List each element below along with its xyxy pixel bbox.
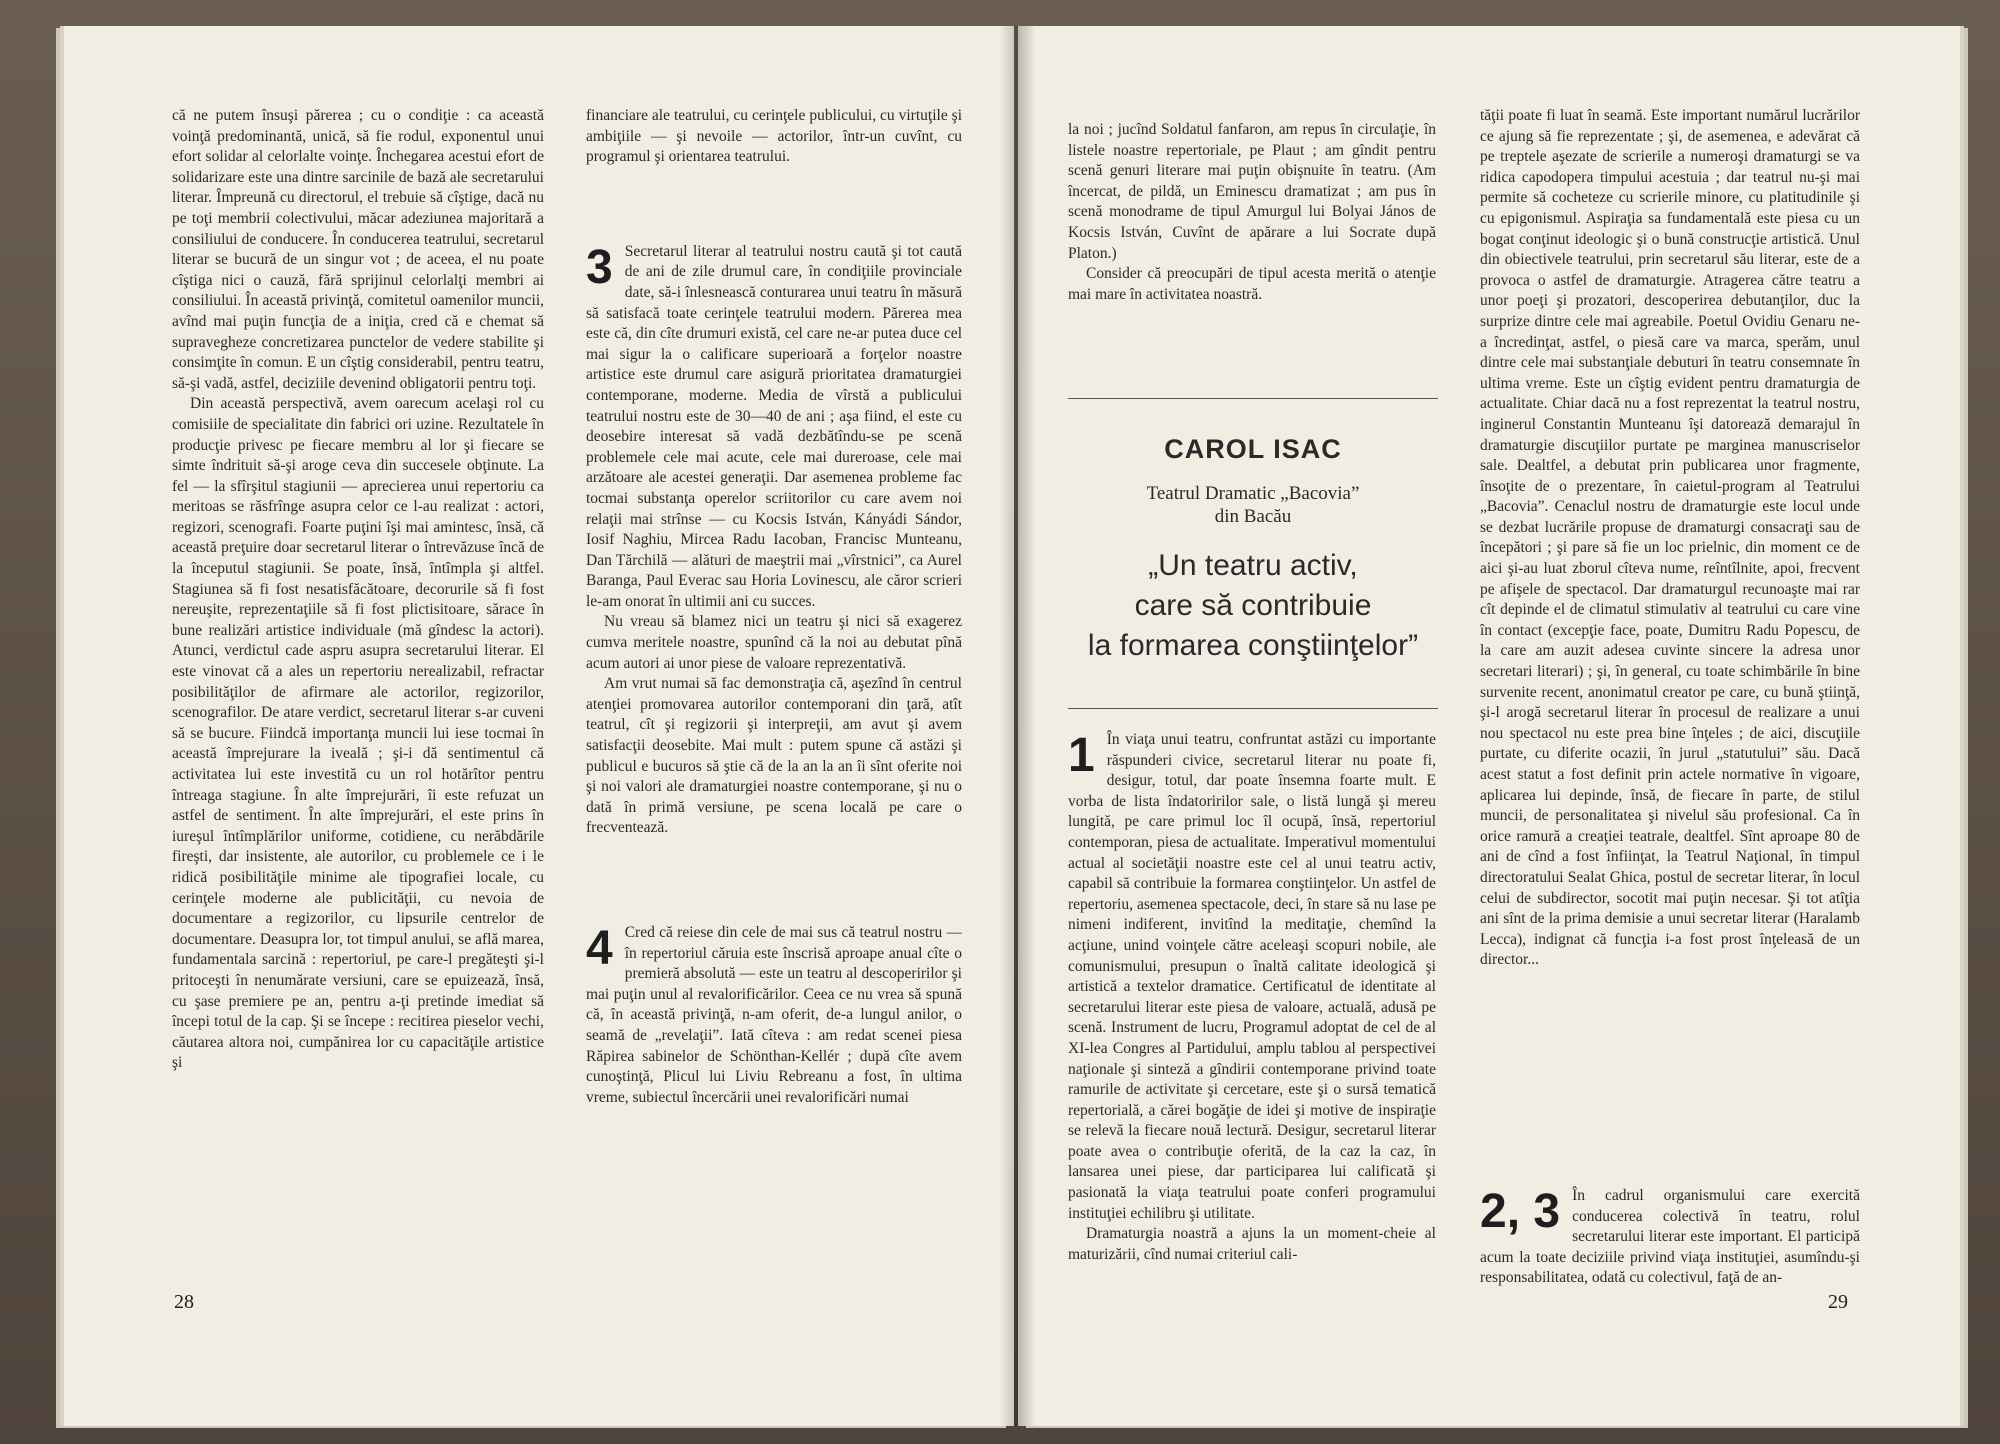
paragraph: Cred că reiese din cele de mai sus că teatrul nostru — în repertoriul căruia este înscrisă aproape anual cîte o premieră absolută — este un teatru al descoperirilor şi mai puţin unul al revalorificărilor. Ceea ce nu vrea să spună că, în această privinţă, n-am oferit, de-a lungul anilor, o seamă de „revelaţii”. Iată cîteva : am redat scenei piesa Răpirea sabinelor de Schönthan-Kellér ; după cîte avem cunoştinţă, Plicul lui Liviu Rebreanu a fost, în ultima vreme, subiectul încercării unei revalorificări numai — [586, 924, 962, 1106]
left-column-1 — [172, 106, 544, 1306]
paragraph: Din această perspectivă, avem oarecum acelaşi rol cu comisiile de specialitate din fabrici ori uzine. Rezultatele în producţie privesc pe fiecare membru al lor şi fiecare se simte îndrituit să-şi aroge ceva din succesele obţinute. La fel — la sfîrşitul stagiunii — aprecierea unui repertoriu ca meritoas se răsfrînge asupra celor ce l-au realizat : actori, regizori, scenografi. Foarte puţini îşi mai amintesc, însă, că această preţuire doar secretarul literar o întrevăzuse încă de la începutul stagiunii. Se poate, însă, întîmpla şi altfel. Stagiunea să fi fost nesatisfăcătoare, decorurile să fi fost nereuşite, reprezentaţiile să fi fost plictisitoare, sărace în bune realizări artistice individuale (mă gîndesc la actori). Atunci, verdictul cade aspru asupra secretarului literar. El este vinovat că a ales un repertoriu nerealizabil, refractar posibilităţilor de afirmare ale actorilor, regizorilor, scenografilor. De atare verdict, secretarul literar s-ar cuveni să se bucure. Fiindcă importanţa muncii lui iese tocmai în această împrejurare la iveală ; şi-i dă sentimentul că activitatea lui este investită cu un rol hotărîtor pentru întreaga stagiune. În alte împrejurări, îi este refuzat un astfel de sentiment. În alte împrejurări, el este prins în iureşul întîmplărilor uniforme, cotidiene, cu nerăbdările fireşti, dar insistente, ale autorilor, cu problemele ce i le ridică posibilităţile minime ale tipografiei locale, cu cerinţele moderne ale publicităţii, cu nevoia de documentare a regizorilor, cu lipsurile centrelor de documentare. Deasupra lor, tot timpul anului, se află marea, fundamentala sarcină : repertoriul, pe care-l pregăteşti şi-l pritoceşti în nenumărate versiuni, care se epuizează, însă, cu şase premiere pe an, pentru a-ţi pretinde imediat să începi totul de la cap. Şi se începe : recitirea pieselor vechi, căutarea altora noi, cumpănirea lor cu capacităţile artistice şi — [172, 395, 544, 1072]
article-title-line-2: care să contribuie — [1134, 589, 1372, 622]
section-number: 1 — [1068, 730, 1095, 782]
left-page — [64, 26, 1014, 1426]
article-title-line-1: „Un teatru activ, — [1148, 549, 1358, 582]
page-number: 28 — [174, 1291, 194, 1313]
divider — [1068, 708, 1438, 709]
paragraph: În cadrul organismului care exercită conducerea colectivă în teatru, rolul secretarului literar este important. El participă acum la toate deciziile privind viaţa instituţiei, asumîndu-şi responsabilitatea, odată cu colectivul, faţă de an- — [1480, 1187, 1860, 1287]
paragraph: financiare ale teatrului, cu cerinţele publicului, cu virtuţile şi ambiţiile — şi nevoile — actorilor, într-un cuvînt, cu programul şi orientarea teatrului. — [586, 107, 962, 166]
paragraph: Am vrut numai să fac demonstraţia că, aşezînd în centrul atenţiei promovarea autorilor contemporani din ţară, atît teatrul, cît şi regizorii şi interpreţii, am avut şi avem satisfacţii deosebite. Mai mult : putem spune că astăzi şi publicul e bucuros să ştie că de la an la an îi sînt oferite noi şi noi valori ale dramaturgiei noastre contemporane, şi nu o dată în primă versiune, pe scena locală pe care o frecventează. — [586, 675, 962, 837]
section-number: 3 — [586, 240, 613, 294]
author-name: CAROL ISAC — [1164, 434, 1342, 464]
right-column-1-intro — [1068, 120, 1436, 360]
paragraph: Secretarul literar al teatrului nostru caută şi tot caută de ani de zile drumul care, în condiţiile provinciale date, să-i înlesnească conturarea unui teatru în măsură să satisfacă toate cerinţele teatrului modern. Părerea mea este că, din cîte drumuri există, cel care ne-ar putea duce cel mai sigur la o calificare superioară a forţelor noastre artistice este drumul care asigură prioritatea dramaturgiei contemporane, moderne. Media de vîrstă a publicului teatrului nostru este de 30—40 de ani ; aşa fiind, el este cu deosebire interesat să vadă dezbătîndu-se pe scenă problemele cele mai acute, cele mai dureroase, cele mai arzătoare ale acestei generaţii. Dar asemenea probleme fac tocmai substanţa operelor scriitorilor cu care avem noi relaţii mai strînse — cu Kocsis István, Kányádi Sándor, Iosif Naghiu, Mircea Radu Iacoban, Francisc Munteanu, Dan Tărchilă — alături de maeştrii mai „vîrstnici”, ca Aurel Baranga, Paul Everac sau Horia Lovinescu, ale căror scrieri le-am onorat în ultimii ani cu succes. — [586, 242, 962, 610]
paragraph: Dramaturgia noastră a ajuns la un moment-cheie al maturizării, cînd numai criteriul cali- — [1068, 1225, 1436, 1263]
section-2-3 — [1480, 1186, 1860, 1310]
section-number: 4 — [586, 922, 613, 975]
page-number: 29 — [1828, 1291, 1848, 1313]
theatre-line-1: Teatrul Dramatic „Bacovia” — [1146, 483, 1360, 504]
article-title-line-3: la formarea conştiinţelor” — [1087, 629, 1419, 662]
left-column-2 — [586, 106, 962, 1311]
paragraph: tăţii poate fi luat în seamă. Este important numărul lucrărilor ce ajung să fie reprezentate ; şi, de asemenea, e adevărat că pe treptele aşezate de scrierile a numeroşi dramaturgi se va ridica capodopera timpului acestuia ; dar teatrul nu-şi mai permite să cocheteze cu scrierile minore, cu platitudinile şi cu epigonismul. Aspiraţia sa fundamentală este piesa cu un bogat conţinut ideologic şi o bună construcţie artistică. Unul din obiectivele teatrului, prin secretarul său literar, este de a provoca o astfel de dramaturgie. Atragerea către teatru a unor poeţi şi prozatori, descoperirea debutanţilor, duc la surprize dintre cele mai agreabile. Poetul Ovidiu Genaru ne-a încredinţat, astfel, o piesă care va marca, sperăm, unul dintre cele mai substanţiale debuturi în teatru consemnate în ultima vreme. Este un cîştig evident pentru dramaturgia de actualitate. Chiar dacă nu a fost reprezentat la teatrul nostru, inginerul Constantin Munteanu îşi datorează demarajul în dramaturgie discuţiilor purtate pe marginea manuscriselor sale. Dealtfel, a debutat prin publicarea unor fragmente, însoţite de o prezentare, în caietul-program al Teatrului „Bacovia”. Cenaclul nostru de dramaturgie este locul unde se dezbat lucrările propuse de dramaturgi consacraţi sau de începători ; şi pare să fie un loc prielnic, din moment ce de aici şi-au luat zborul cîteva nume, reîntîlnite, apoi, frecvent pe afişele de spectacol. Dar dramaturgul recunoaşte mai rar cît depinde el de climatul stimulativ al teatrului cu care vine în contact (excepţie face, poate, Dumitru Radu Popescu, de la care am auzit adesea cuvinte sincere la adresa unor secretari literari) ; şi, în general, cu toate schimbările în bine survenite recent, anonimatul creator pe care, cu bună ştiinţă, şi-l arogă secretarul literar în procesul de realizare a unui nou spectacol nu este prea bine înţeles ; de aici, discuţiile purtate, cu diferite ocazii, în jurul „statutului” său. Dacă acest statut a fost definit prin actele normative în vigoare, aplicarea lui depinde, însă, de fiecare în parte, de stilul muncii, de personalitatea şi nivelul său profesional. Ca în orice ramură a creaţiei teatrale, dealtfel. Sînt aproape 80 de ani de cînd a fost înfiinţat, la Teatrul Naţional, în timpul directoratului Sealat Ghica, postul de secretar literar, în locul celui de subdirector, socotit mai puţin necesar. Şi tot atîţia ani sînt de la prima demisie a unui secretar literar (Haralamb Lecca), indignat că funcţia i-a fost prost înţeleasă de un director... — [1480, 107, 1860, 969]
paragraph: Nu vreau să blamez nici un teatru şi nici să exagerez cumva meritele noastre, spunînd că la noi au debutat pînă acum autori ai unor piese de valoare reprezentativă. — [586, 613, 962, 672]
section-3 — [586, 242, 962, 839]
article-header — [1068, 398, 1438, 718]
paragraph: că ne putem însuşi părerea ; cu o condiţie : ca această voinţă predominantă, unică, să fie rodul, exponentul unui efort solidar al celorlalte voinţe. Închegarea acestui efort de solidarizare este una dintre sarcinile de bază ale secretarului literar. Împreună cu directorul, el trebuie să cîştige, dacă nu pe toţi membrii colectivului, măcar adeziunea majoritară a consiliului de conducere. În conducerea teatrului, secretarul literar se bucură de un singur vot ; de aceea, el nu poate cîştiga nici o cauză, fără sprijinul celorlalţi membri ai consiliului. În această privinţă, comitetul oamenilor muncii, avînd mai puţin funcţia de a iniţia, cred că e chemat să supravegheze concretizarea punctelor de vedere stabilite şi consimţite în comun. E un cîştig considerabil, pentru teatru, să-şi vadă, astfel, deciziile devenind obligatorii pentru toţi. — [172, 107, 544, 392]
paragraph: În viaţa unui teatru, confruntat astăzi cu importante răspunderi civice, secretarul literar nu poate fi, desigur, totul, dar poate însemna foarte mult. E vorba de lista îndatoririlor sale, o listă lungă şi mereu lungită, pe care primul loc îl ocupă, însă, repertoriul contemporan, piesa de actualitate. Imperativul momentului actual al societăţii noastre este cel al unui teatru activ, capabil să contribuie la formarea conştiinţelor. Un astfel de repertoriu, asemenea spectacole, deci, în stare să nu lase pe nimeni indiferent, invitînd la meditaţie, chemînd la acţiune, unind voinţele către aceleaşi scopuri nobile, ale comunismului, presupun o înaltă calitate ideologică şi artistică a textelor dramatice. Certificatul de identitate al secretarului literar este piesa de valoare, actuală, adusă pe scenă. Instrument de lucru, Programul adoptat de cel de al XI-lea Congres al Partidului, amplu tablou al perspectivei naţionale şi sinteză a gîndirii contemporane privind toate ramurile de activitate şi cercetare, este şi o sursă tematică repertorială, a cărei bogăţie de idei şi motive de inspiraţie se relevă la fiecare nouă lectură. Desigur, secretarul literar poate avea o contribuţie oferită, de la caz la caz, în lansarea unei piese, dar participarea lui calificată şi pasionată la viaţa teatrului poate conferi programului instituţiei echilibru şi utilitate. — [1068, 731, 1436, 1222]
section-4 — [586, 923, 962, 1108]
paragraph: Consider că preocupări de tipul acesta merită o atenţie mai mare în activitatea noastră. — [1068, 265, 1436, 303]
section-number: 2, 3 — [1480, 1186, 1561, 1238]
right-column-2 — [1480, 106, 1860, 1166]
right-column-1-section-1 — [1068, 730, 1436, 1310]
right-page — [1018, 26, 1960, 1426]
paragraph: la noi ; jucînd Soldatul fanfaron, am repus în circulaţie, în listele noastre repertoriale, pe Plaut ; am gîndit pentru scenă genuri literare mai puţin obişnuite în teatru. (Am încercat, de pildă, un Eminescu dramatizat ; am pus în scenă monodrame de tipul Amurgul lui Bolyai János de Kocsis István, Cuvînt de apărare a lui Socrate după Platon.) — [1068, 121, 1436, 262]
theatre-line-2: din Bacău — [1214, 506, 1292, 527]
